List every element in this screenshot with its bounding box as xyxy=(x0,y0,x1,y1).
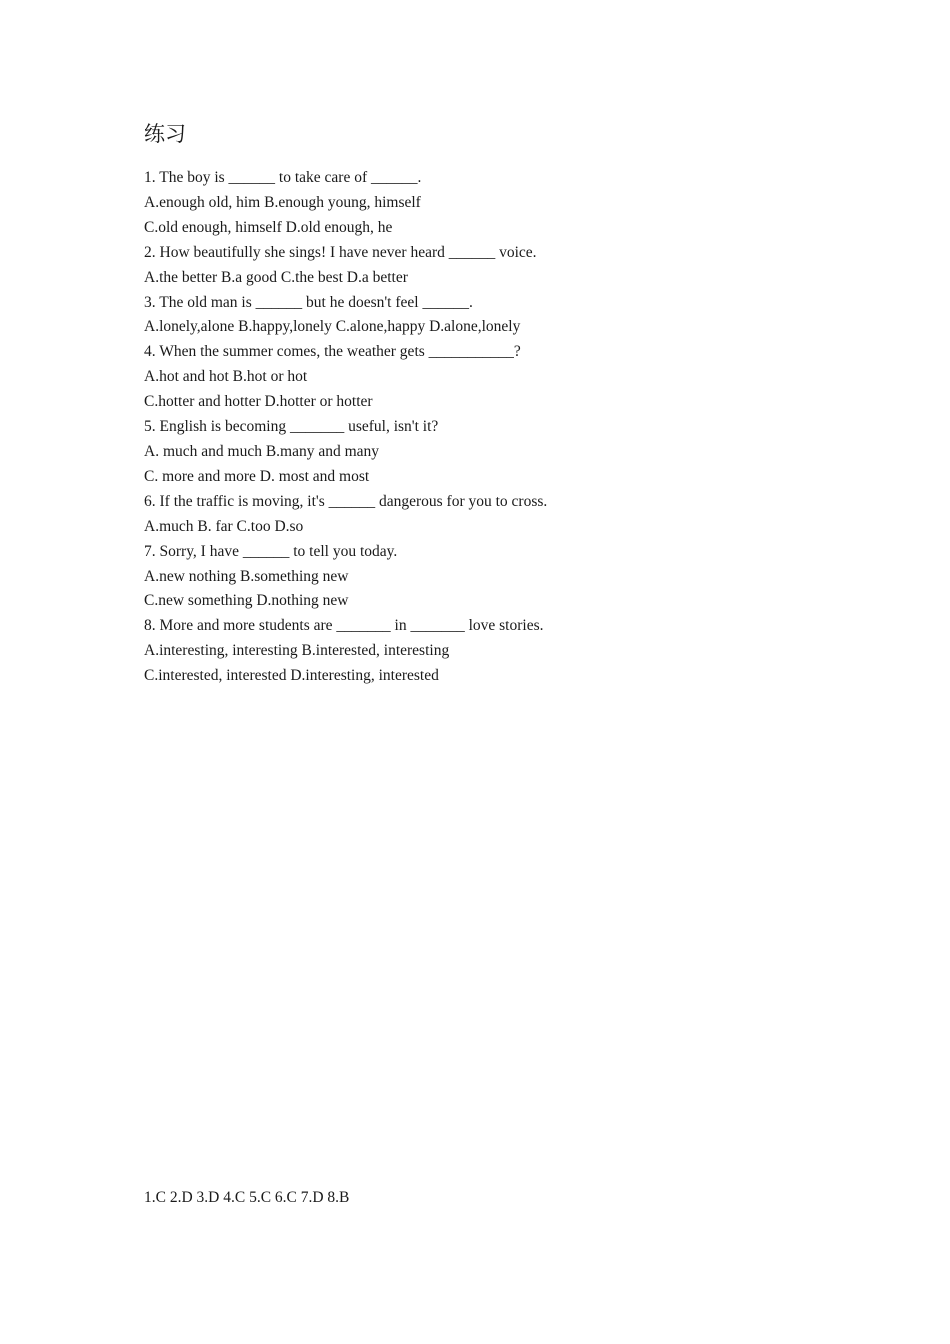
question-4: 4. When the summer comes, the weather gets ___________? xyxy=(144,343,521,361)
question-2-options: A.the better B.a good C.the best D.a better xyxy=(144,268,408,286)
question-1-options-cd: C.old enough, himself D.old enough, he xyxy=(144,218,393,236)
answer-key: 1.C 2.D 3.D 4.C 5.C 6.C 7.D 8.B xyxy=(144,1189,350,1206)
question-6-options: A.much B. far C.too D.so xyxy=(144,517,304,535)
question-7: 7. Sorry, I have ______ to tell you today. xyxy=(144,542,398,560)
question-7-options-cd: C.new something D.nothing new xyxy=(144,592,349,610)
question-3-options: A.lonely,alone B.happy,lonely C.alone,happy D.alone,lonely xyxy=(144,318,521,336)
question-5-options-cd: C. more and more D. most and most xyxy=(144,467,370,485)
question-3: 3. The old man is ______ but he doesn't feel ______. xyxy=(144,293,473,311)
question-7-options-ab: A.new nothing B.something new xyxy=(144,567,349,585)
exercise-list xyxy=(144,166,547,689)
question-1-options-ab: A.enough old, him B.enough young, himself xyxy=(144,193,421,211)
question-4-options-cd: C.hotter and hotter D.hotter or hotter xyxy=(144,393,373,411)
question-2: 2. How beautifully she sings! I have never heard ______ voice. xyxy=(144,243,537,261)
question-8-options-ab: A.interesting, interesting B.interested, interesting xyxy=(144,642,450,660)
question-1: 1. The boy is ______ to take care of ______. xyxy=(144,169,422,186)
question-6: 6. If the traffic is moving, it's ______ dangerous for you to cross. xyxy=(144,492,548,510)
question-8: 8. More and more students are _______ in _______ love stories. xyxy=(144,617,544,635)
question-5-options-ab: A. much and much B.many and many xyxy=(144,442,380,460)
page-title: 练习 xyxy=(144,122,186,146)
question-5: 5. English is becoming _______ useful, isn't it? xyxy=(144,418,439,436)
question-8-options-cd: C.interested, interested D.interesting, interested xyxy=(144,667,439,685)
question-4-options-ab: A.hot and hot B.hot or hot xyxy=(144,368,308,386)
